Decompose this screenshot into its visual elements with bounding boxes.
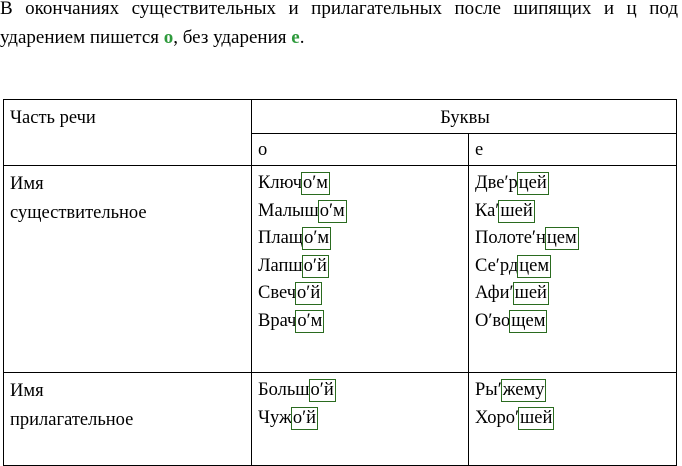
word-stem: Чуж [258,407,292,428]
letter-o-highlight: о [163,27,174,48]
row-adjective-part [4,373,252,466]
word-stem: Врач [258,310,297,331]
word-stem: Малыш [258,200,319,221]
word-stem: Больш [258,380,310,400]
ending-frame: о′м [303,173,329,193]
part-line: существительное [10,203,147,223]
word-with-o [258,377,464,405]
ending-frame: о′й [310,380,334,400]
word-stem: Се′рд [475,255,519,276]
word-with-e [475,225,672,253]
ending-frame: о′й [297,283,321,303]
row-noun-e-words [469,166,677,373]
rule-text [0,0,678,52]
row-adjective-e-words [469,373,677,466]
ending-frame: о′й [303,255,327,276]
word-with-e [475,377,672,405]
spelling-table [3,99,677,466]
word-with-e [475,280,672,308]
rule-text-line2-before: шипящих и ц под ударением пишется [0,0,678,48]
word-with-o [258,198,464,226]
word-stem: Две′р [475,173,518,193]
word-stem: Лапш [258,255,303,276]
word-stem: Ка′ [475,200,500,221]
word-with-e [475,170,672,198]
row-adjective-o-words [252,373,469,466]
word-with-e [475,253,672,281]
word-with-o [258,225,464,253]
rule-text-line2-middle: , без ударения [173,27,292,48]
word-stem: О′во [475,310,511,331]
ending-frame: о′м [304,228,330,248]
header-letters: Буквы [252,100,677,134]
word-with-o [258,308,464,336]
word-with-o [258,405,464,433]
word-stem: Свеч [258,283,297,303]
word-stem: Ключ [258,173,302,193]
word-stem: Полоте′н [475,228,546,248]
word-with-o [258,280,464,308]
word-with-e [475,405,672,433]
ending-frame: цей [518,173,547,193]
ending-frame: цем [546,228,577,248]
rule-text-line2-end: . [299,27,305,48]
subheader-o: о [252,134,469,166]
ending-frame: шей [514,283,547,303]
part-line: прилагательное [10,410,134,430]
word-stem: Афи′ [475,283,514,303]
row-noun-o-words [252,166,469,373]
word-stem: Плащ [258,228,304,248]
rule-text-line1: В окончаниях существительных и прилагательных после [0,0,501,19]
ending-frame: цем [519,255,550,276]
word-with-e [475,198,672,226]
row-noun-part [4,166,252,373]
ending-frame: о′й [292,407,317,428]
ending-frame: щем [511,310,546,331]
word-with-o [258,253,464,281]
ending-frame: шей [520,407,553,428]
header-part-of-speech: Часть речи [4,100,252,166]
word-stem: Ры′ [475,380,502,400]
ending-frame: о′м [297,310,323,331]
word-with-o [258,170,464,198]
ending-frame: жему [502,380,545,400]
part-line: Имя [10,174,44,194]
ending-frame: шей [500,200,533,221]
word-stem: Хоро′ [475,407,519,428]
ending-frame: о′м [319,200,345,221]
letter-e-highlight: е [291,27,300,48]
subheader-e: е [469,134,677,166]
word-with-e [475,308,672,336]
part-line: Имя [10,381,44,401]
